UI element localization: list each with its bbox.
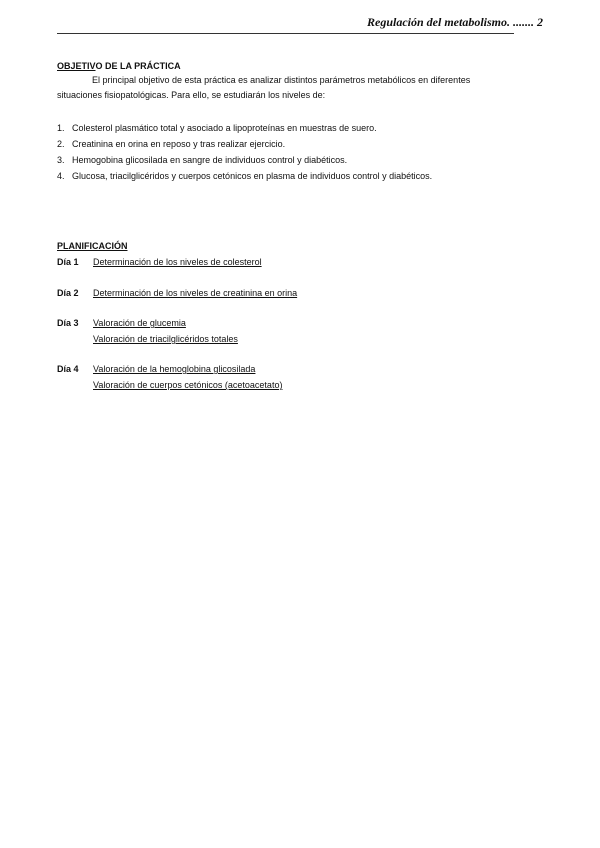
objetivo-heading [57,60,181,72]
list-item [57,120,432,136]
day-items [93,362,282,394]
list-item-text: Creatinina en orina en reposo y tras realizar ejercicio. [72,139,286,149]
list-item-text: Glucosa, triacilglicéridos y cuerpos cetónicos en plasma de individuos control y diabéticos. [72,171,433,181]
day-item: Determinación de los niveles de colesterol [93,257,262,267]
list-item-number: 3. [57,155,65,165]
objetivo-list [57,120,432,184]
day-items [93,286,297,302]
day-item: Valoración de la hemoglobina glicosilada [93,364,256,374]
objetivo-paragraph [57,73,527,103]
running-header: Regulación del metabolismo. ....... 2 [367,15,543,29]
day-label: Día 2 [57,288,79,298]
list-item [57,168,432,184]
list-item [57,136,432,152]
planificacion-heading: PLANIFICACIÓN [57,241,128,251]
list-item-text: Colesterol plasmático total y asociado a lipoproteínas en muestras de suero. [72,123,377,133]
header-rule [57,33,514,34]
list-item-text: Hemogobina glicosilada en sangre de individuos control y diabéticos. [72,155,348,165]
day-label: Día 1 [57,257,79,267]
list-item-number: 4. [57,171,65,181]
objetivo-heading-rest: O DE LA PRÁCTICA [95,61,181,71]
day-item: Valoración de triacilglicéridos totales [93,334,238,344]
list-item [57,152,432,168]
objetivo-paragraph-line2: situaciones fisiopatológicas. Para ello, se estudiarán los niveles de: [57,90,326,100]
day-label: Día 3 [57,318,79,328]
day-item: Valoración de cuerpos cetónicos (acetoacetato) [93,380,283,390]
day-items [93,316,238,348]
day-item: Valoración de glucemia [93,318,186,328]
day-label: Día 4 [57,364,79,374]
day-items [93,255,262,271]
objetivo-heading-underlined: OBJETIV [57,61,96,71]
list-item-number: 1. [57,123,65,133]
list-item-number: 2. [57,139,65,149]
objetivo-paragraph-line1: El principal objetivo de esta práctica es analizar distintos parámetros metabólicos en diferentes [92,75,471,85]
day-item: Determinación de los niveles de creatinina en orina [93,288,298,298]
